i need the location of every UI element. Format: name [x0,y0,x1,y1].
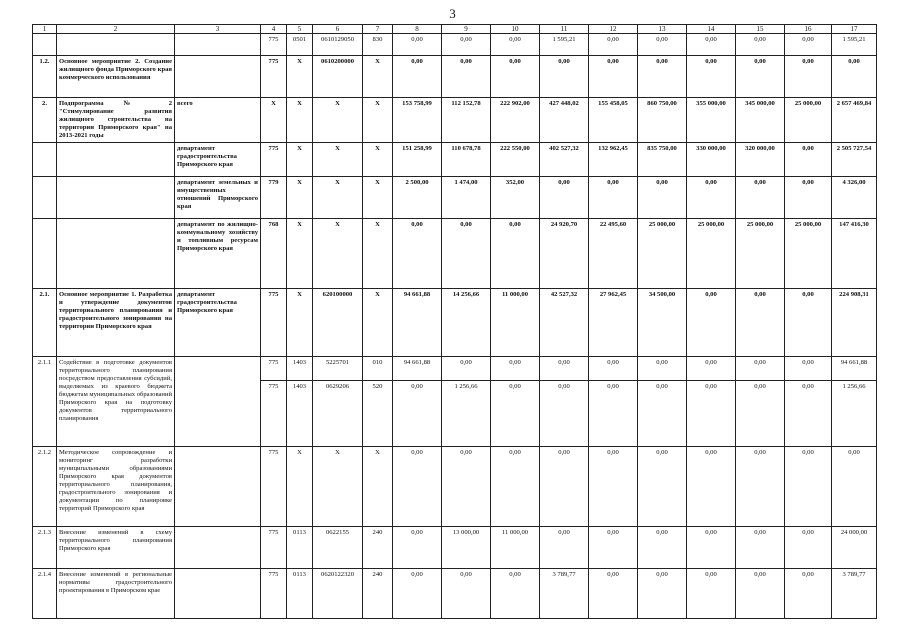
table-cell: 0,00 [687,381,736,447]
column-header: 16 [785,25,832,34]
table-cell: 0,00 [736,289,785,357]
table-cell: 775 [261,527,287,569]
table-cell: X [363,56,393,98]
table-cell: 830 [363,34,393,56]
table-cell: 775 [261,56,287,98]
table-cell: 0,00 [540,381,589,447]
table-cell: 0,00 [687,447,736,527]
table-cell: X [363,177,393,219]
table-cell: X [287,177,313,219]
column-header: 4 [261,25,287,34]
table-cell: 27 962,45 [589,289,638,357]
table-cell: 2. [33,98,57,143]
table-cell: 94 661,88 [393,289,442,357]
table-cell: 0,00 [687,56,736,98]
table-cell [175,34,261,56]
table-cell: 520 [363,381,393,447]
table-cell: 0,00 [785,289,832,357]
table-cell: 0629206 [313,381,363,447]
table-row [33,98,877,143]
table-cell: X [313,143,363,177]
table-cell: X [287,219,313,289]
table-cell: 3 789,77 [832,569,877,619]
table-cell: 0,00 [491,381,540,447]
table-cell: 0,00 [736,569,785,619]
table-cell: департамент земельных и имущественных отношений Приморского края [175,177,261,219]
table-cell: 775 [261,34,287,56]
table-cell: 25 000,00 [638,219,687,289]
column-header: 9 [442,25,491,34]
column-header: 6 [313,25,363,34]
table-cell: 0,00 [687,289,736,357]
table-cell: 0,00 [393,219,442,289]
table-cell: 0,00 [736,447,785,527]
table-cell: 151 258,99 [393,143,442,177]
table-cell: 0,00 [393,447,442,527]
table-cell: 3 789,77 [540,569,589,619]
table-cell: 2.1.1 [33,357,57,447]
table-cell: 0,00 [687,357,736,381]
table-cell: 2.1. [33,289,57,357]
table-cell: X [363,289,393,357]
table-cell: 132 962,45 [589,143,638,177]
table-cell: 0,00 [736,177,785,219]
table-cell: X [287,143,313,177]
table-cell: 0,00 [540,177,589,219]
table-cell: 010 [363,357,393,381]
table-cell: 0,00 [785,143,832,177]
table-row [33,289,877,357]
table-row [33,527,877,569]
table-cell: 25 000,00 [785,219,832,289]
table-cell: 222 902,00 [491,98,540,143]
table-cell: 224 908,31 [832,289,877,357]
table-cell: 0,00 [393,56,442,98]
table-cell: X [363,143,393,177]
table-cell: 0,00 [687,527,736,569]
table-cell: 0610129050 [313,34,363,56]
table-cell: 155 458,05 [589,98,638,143]
column-header: 3 [175,25,261,34]
table-cell: 775 [261,357,287,381]
table-cell: X [313,98,363,143]
table-cell [57,143,175,177]
table-cell: X [287,447,313,527]
table-cell: 775 [261,381,287,447]
table-cell: 0,00 [687,569,736,619]
table-cell: 0,00 [589,357,638,381]
table-cell: 0501 [287,34,313,56]
table-cell: 25 000,00 [785,98,832,143]
table-cell: 1403 [287,357,313,381]
table-cell: X [363,219,393,289]
table-cell: департамент градостроительства Приморского края [175,143,261,177]
table-cell: 0622155 [313,527,363,569]
column-header: 5 [287,25,313,34]
column-header: 12 [589,25,638,34]
column-header: 15 [736,25,785,34]
table-cell [33,177,57,219]
table-cell: 775 [261,289,287,357]
table-cell: X [363,98,393,143]
table-row [33,34,877,56]
table-cell: 1 595,21 [832,34,877,56]
table-cell [57,177,175,219]
table-cell: Содействие в подготовке документов территориального планирования посредством предоставления субсидий, выделяемых из краевого бюджета бюджетам муниципальных образований Приморского края на подготовку документов территориального планирования [57,357,175,447]
column-header: 8 [393,25,442,34]
table-row [33,357,877,381]
table-cell: 240 [363,569,393,619]
table-cell: 94 661,88 [393,357,442,381]
table-cell: 0,00 [589,527,638,569]
table-cell: 352,00 [491,177,540,219]
table-cell: 222 550,00 [491,143,540,177]
table-cell: 0,00 [638,381,687,447]
table-cell: 153 758,99 [393,98,442,143]
table-cell: 0,00 [785,177,832,219]
table-cell: Основное мероприятие 2. Создание жилищного фонда Приморского края коммерческого использования [57,56,175,98]
table-cell: 402 527,32 [540,143,589,177]
table-cell: 320 000,00 [736,143,785,177]
budget-table [32,24,877,619]
table-cell: 2 500,00 [393,177,442,219]
table-cell: 0,00 [540,357,589,381]
table-cell [175,527,261,569]
table-cell: 0113 [287,527,313,569]
table-cell: 2.1.3 [33,527,57,569]
table-row [33,143,877,177]
table-cell: 2.1.4 [33,569,57,619]
table-cell: 0,00 [785,56,832,98]
table-row [33,219,877,289]
table-cell: 240 [363,527,393,569]
table-cell: 0,00 [785,357,832,381]
table-cell: 1 256,66 [832,381,877,447]
table-cell: Основное мероприятие 1. Разработка и утверждение документов территориального планирования и градостроительного зонирования на территории Приморского края [57,289,175,357]
table-cell: 110 678,78 [442,143,491,177]
table-cell: 0,00 [785,569,832,619]
table-cell: 0,00 [393,527,442,569]
table-cell: 0,00 [638,527,687,569]
table-header-row [33,25,877,34]
table-cell: 22 495,60 [589,219,638,289]
table-cell [33,34,57,56]
table-cell: 0,00 [442,56,491,98]
table-cell: 0,00 [442,34,491,56]
table-cell: 0,00 [638,34,687,56]
table-cell: 775 [261,569,287,619]
table-cell: 0,00 [589,56,638,98]
table-cell: 0,00 [589,569,638,619]
table-cell: 0620122320 [313,569,363,619]
table-row [33,447,877,527]
table-cell: 0,00 [785,381,832,447]
table-cell: 1 474,00 [442,177,491,219]
table-cell: X [261,98,287,143]
table-cell: 0,00 [736,527,785,569]
table-cell [175,569,261,619]
table-cell: 0,00 [687,34,736,56]
table-cell: 0,00 [491,219,540,289]
table-cell: 4 326,00 [832,177,877,219]
table-cell: X [313,177,363,219]
table-cell: X [363,447,393,527]
table-cell: 0,00 [736,357,785,381]
table-cell: 0,00 [785,34,832,56]
table-cell: 0,00 [638,357,687,381]
table-cell: Внесение изменений в региональные нормативы градостроительного проектирования в Приморском крае [57,569,175,619]
table-cell: 860 750,00 [638,98,687,143]
table-cell: 94 661,88 [832,357,877,381]
table-cell: 1 256,66 [442,381,491,447]
table-cell: 0113 [287,569,313,619]
table-cell: 0,00 [393,569,442,619]
table-cell: Подпрограмма № 2 "Стимулирование развития жилищного строительства на территории Приморского края" на 2013-2021 годы [57,98,175,143]
table-cell: Внесение изменений в схему территориального планирования Приморского края [57,527,175,569]
table-cell: 0,00 [785,527,832,569]
table-cell: 0,00 [589,447,638,527]
table-row [33,177,877,219]
table-cell: 0,00 [638,177,687,219]
table-cell: 2.1.2 [33,447,57,527]
table-cell: 620100000 [313,289,363,357]
table-cell: 112 152,78 [442,98,491,143]
page-number: 3 [449,6,456,21]
table-cell: 0,00 [442,569,491,619]
table-cell: 1403 [287,381,313,447]
column-header: 14 [687,25,736,34]
table-cell: 0,00 [393,381,442,447]
table-cell: 0610200000 [313,56,363,98]
table-cell: X [287,56,313,98]
table-cell: департамент по жилищно-коммунальному хозяйству и топливным ресурсам Приморского края [175,219,261,289]
table-cell: X [313,219,363,289]
table-cell: X [287,289,313,357]
table-cell: 0,00 [442,219,491,289]
table-cell: Методическое сопровождение и мониторинг разработки муниципальными образованиями Приморского края документов территориального планирования, градостроительного зонирования и документации по планировке территорий Приморского края [57,447,175,527]
column-header: 1 [33,25,57,34]
table-cell: 775 [261,143,287,177]
column-header: 11 [540,25,589,34]
table-cell: 330 000,00 [687,143,736,177]
table-cell: 0,00 [540,447,589,527]
table-cell: 42 527,32 [540,289,589,357]
table-row [33,569,877,619]
column-header: 17 [832,25,877,34]
table-cell: 1.2. [33,56,57,98]
table-cell: 0,00 [589,34,638,56]
table-cell: 0,00 [589,177,638,219]
table-cell: 0,00 [540,56,589,98]
table-cell: 0,00 [491,357,540,381]
table-cell: 0,00 [785,447,832,527]
table-cell: 2 657 469,84 [832,98,877,143]
table-cell: департамент градостроительства Приморского края [175,289,261,357]
table-cell: 1 595,21 [540,34,589,56]
table-cell: 0,00 [491,56,540,98]
table-cell: 345 000,00 [736,98,785,143]
column-header: 2 [57,25,175,34]
table-cell: 5225701 [313,357,363,381]
table-cell [33,219,57,289]
table-cell: 0,00 [638,447,687,527]
table-cell: X [313,447,363,527]
table-cell: 779 [261,177,287,219]
table-cell: 11 000,00 [491,289,540,357]
table-cell: 0,00 [736,34,785,56]
table-cell [175,447,261,527]
table-cell: 427 448,02 [540,98,589,143]
table-cell: 0,00 [736,56,785,98]
table-cell: 0,00 [442,447,491,527]
table-cell: 147 416,30 [832,219,877,289]
table-cell: 0,00 [491,569,540,619]
table-cell: 25 000,00 [687,219,736,289]
table-cell [57,219,175,289]
table-cell: всего [175,98,261,143]
table-cell [33,143,57,177]
table-cell: 14 256,66 [442,289,491,357]
table-cell: 0,00 [687,177,736,219]
table-cell: 0,00 [832,56,877,98]
table-cell: 0,00 [736,381,785,447]
table-cell: 0,00 [832,447,877,527]
table-cell: X [287,98,313,143]
table-cell: 0,00 [638,56,687,98]
table-cell: 835 750,00 [638,143,687,177]
table-cell: 24 920,70 [540,219,589,289]
column-header: 10 [491,25,540,34]
table-cell: 0,00 [393,34,442,56]
table-cell: 24 000,00 [832,527,877,569]
table-cell: 768 [261,219,287,289]
table-cell: 775 [261,447,287,527]
table-cell: 0,00 [638,569,687,619]
table-cell: 2 505 727,54 [832,143,877,177]
table-cell [175,357,261,447]
table-cell: 0,00 [589,381,638,447]
table-cell: 0,00 [491,34,540,56]
column-header: 13 [638,25,687,34]
table-cell: 25 000,00 [736,219,785,289]
table-row [33,56,877,98]
table-cell [57,34,175,56]
table-cell: 355 000,00 [687,98,736,143]
table-cell: 0,00 [540,527,589,569]
table-cell: 0,00 [491,447,540,527]
table-cell: 0,00 [442,357,491,381]
table-cell: 34 500,00 [638,289,687,357]
column-header: 7 [363,25,393,34]
table-cell: 13 000,00 [442,527,491,569]
table-cell: 11 000,00 [491,527,540,569]
table-cell [175,56,261,98]
